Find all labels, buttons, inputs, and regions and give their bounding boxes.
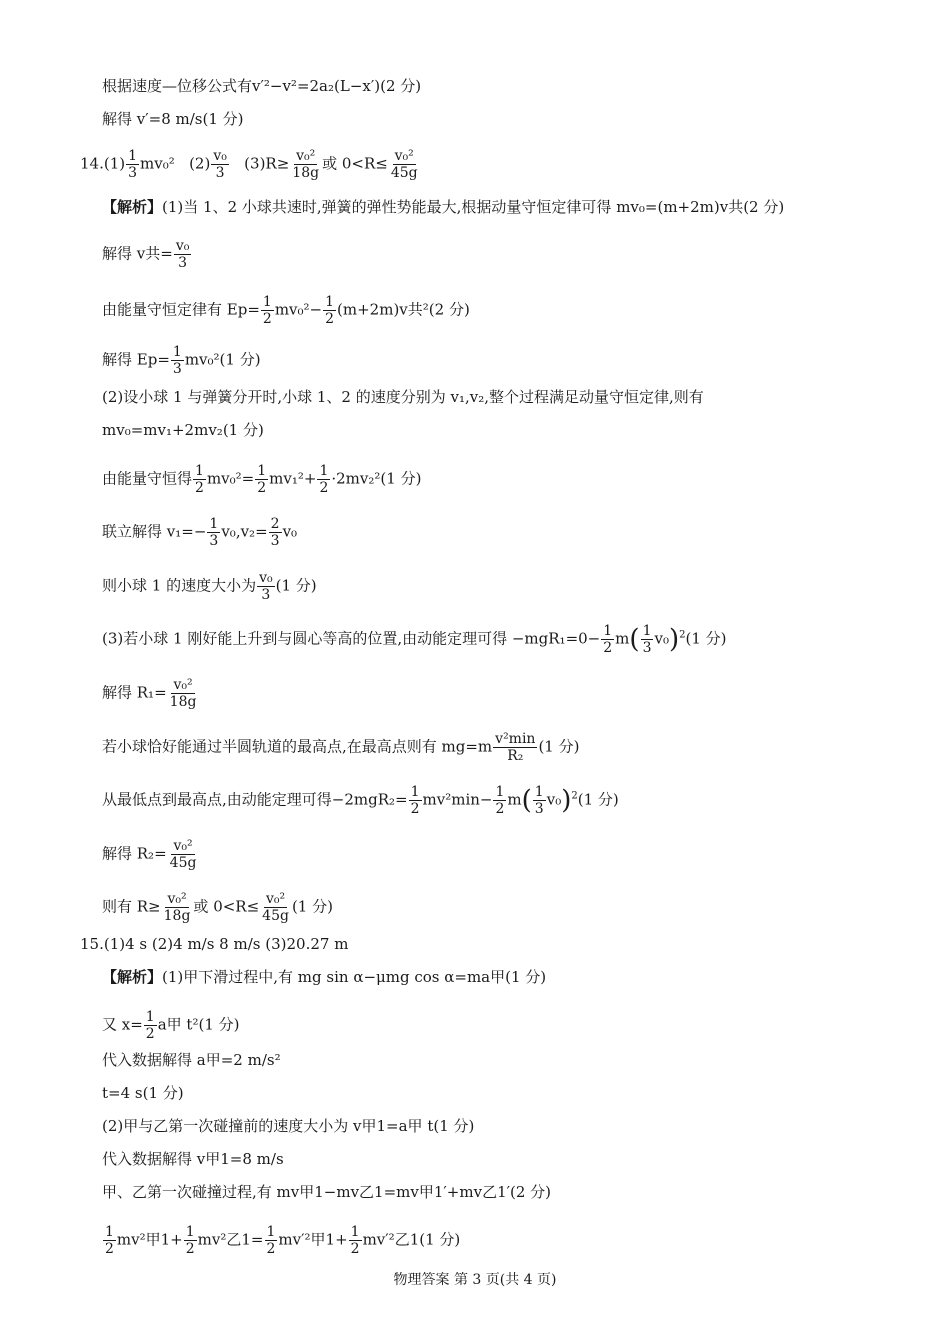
- text-line: 从最低点到最高点,由动能定理可得−2mgR₂= $\frac{1}{2}$ mv²min− $\frac{1}{2}$ m( $\frac{1}{3}$ v₀)$^2$(1 分): [102, 784, 619, 817]
- question-15-answer: 15.(1)4 s (2)4 m/s 8 m/s (3)20.27 m: [80, 935, 349, 953]
- text-line: (2)设小球 1 与弹簧分开时,小球 1、2 的速度分别为 v₁,v₂,整个过程满足动量守恒定律,则有: [102, 388, 704, 406]
- text-line: (3)若小球 1 刚好能上升到与圆心等高的位置,由动能定理可得 −mgR₁=0− $\frac{1}{2}$ m( $\frac{1}{3}$ v₀)$^2$(1 分): [102, 623, 727, 656]
- text-line: 联立解得 v₁=− $\frac{1}{3}$ v₀,v₂= $\frac{2}{3}$ v₀: [102, 516, 298, 549]
- text-line: 根据速度—位移公式有v′²−v²=2a₂(L−x′)(2 分): [102, 77, 422, 95]
- text-line: 解得 R₂= $\frac{\text{v₀²}}{45g}$: [102, 838, 197, 871]
- text-line: 代入数据解得 v甲1=8 m/s: [102, 1150, 284, 1168]
- text-line: mv₀=mv₁+2mv₂(1 分): [102, 421, 264, 439]
- text-line: 代入数据解得 a甲=2 m/s²: [102, 1051, 281, 1069]
- text-line: 解得 v′=8 m/s(1 分): [102, 110, 244, 128]
- text-line: 解得 v共= $\frac{\text{v₀}}{3}$: [102, 238, 190, 271]
- text-line: 则有 R≥ $\frac{\text{v₀²}}{18g}$ 或 0<R≤ $\frac{\text{v₀²}}{45g}$ (1 分): [102, 891, 333, 924]
- text-line: t=4 s(1 分): [102, 1084, 184, 1102]
- text-line: 解得 R₁= $\frac{\text{v₀²}}{18g}$: [102, 677, 197, 710]
- text-line: $\frac{1}{2}$ mv²甲1+ $\frac{1}{2}$ mv²乙1= $\frac{1}{2}$ mv′²甲1+ $\frac{1}{2}$ mv′²乙1(1 分): [105, 1224, 461, 1257]
- page-footer: 物理答案 第 3 页(共 4 页): [393, 1272, 557, 1288]
- text-line: 又 x= $\frac{1}{2}$ a甲 t²(1 分): [102, 1009, 240, 1042]
- question-14-answer: 14.(1) $\frac{1}{3}$ mv₀² (2) $\frac{\text{v₀}}{3}$ (3)R≥ $\frac{\text{v₀²}}{18g}$ 或 0<R≤ $\frac{\text{v₀²}}{45g}$: [80, 148, 418, 181]
- text-line: 由能量守恒定律有 Ep= $\frac{1}{2}$ mv₀²− $\frac{1}{2}$ (m+2m)v共²(2 分): [102, 294, 470, 327]
- text-line: 甲、乙第一次碰撞过程,有 mv甲1−mv乙1=mv甲1′+mv乙1′(2 分): [102, 1183, 552, 1201]
- text-line: 则小球 1 的速度大小为 $\frac{\text{v₀}}{3}$ (1 分): [102, 570, 317, 603]
- text-line: 若小球恰好能通过半圆轨道的最高点,在最高点则有 mg=m $\frac{\text{v²min}}{\text{R₂}}$ (1 分): [102, 731, 580, 764]
- text-line: 由能量守恒得 $\frac{1}{2}$ mv₀²= $\frac{1}{2}$ mv₁²+ $\frac{1}{2}$ ·2mv₂²(1 分): [102, 463, 422, 496]
- analysis-line: 【解析】(1)当 1、2 小球共速时,弹簧的弹性势能最大,根据动量守恒定律可得 mv₀=(m+2m)v共(2 分): [102, 198, 785, 216]
- analysis-line: 【解析】(1)甲下滑过程中,有 mg sin α−μmg cos α=ma甲(1 分): [102, 968, 547, 986]
- text-line: 解得 Ep= $\frac{1}{3}$ mv₀²(1 分): [102, 344, 261, 377]
- text-line: (2)甲与乙第一次碰撞前的速度大小为 v甲1=a甲 t(1 分): [102, 1117, 475, 1135]
